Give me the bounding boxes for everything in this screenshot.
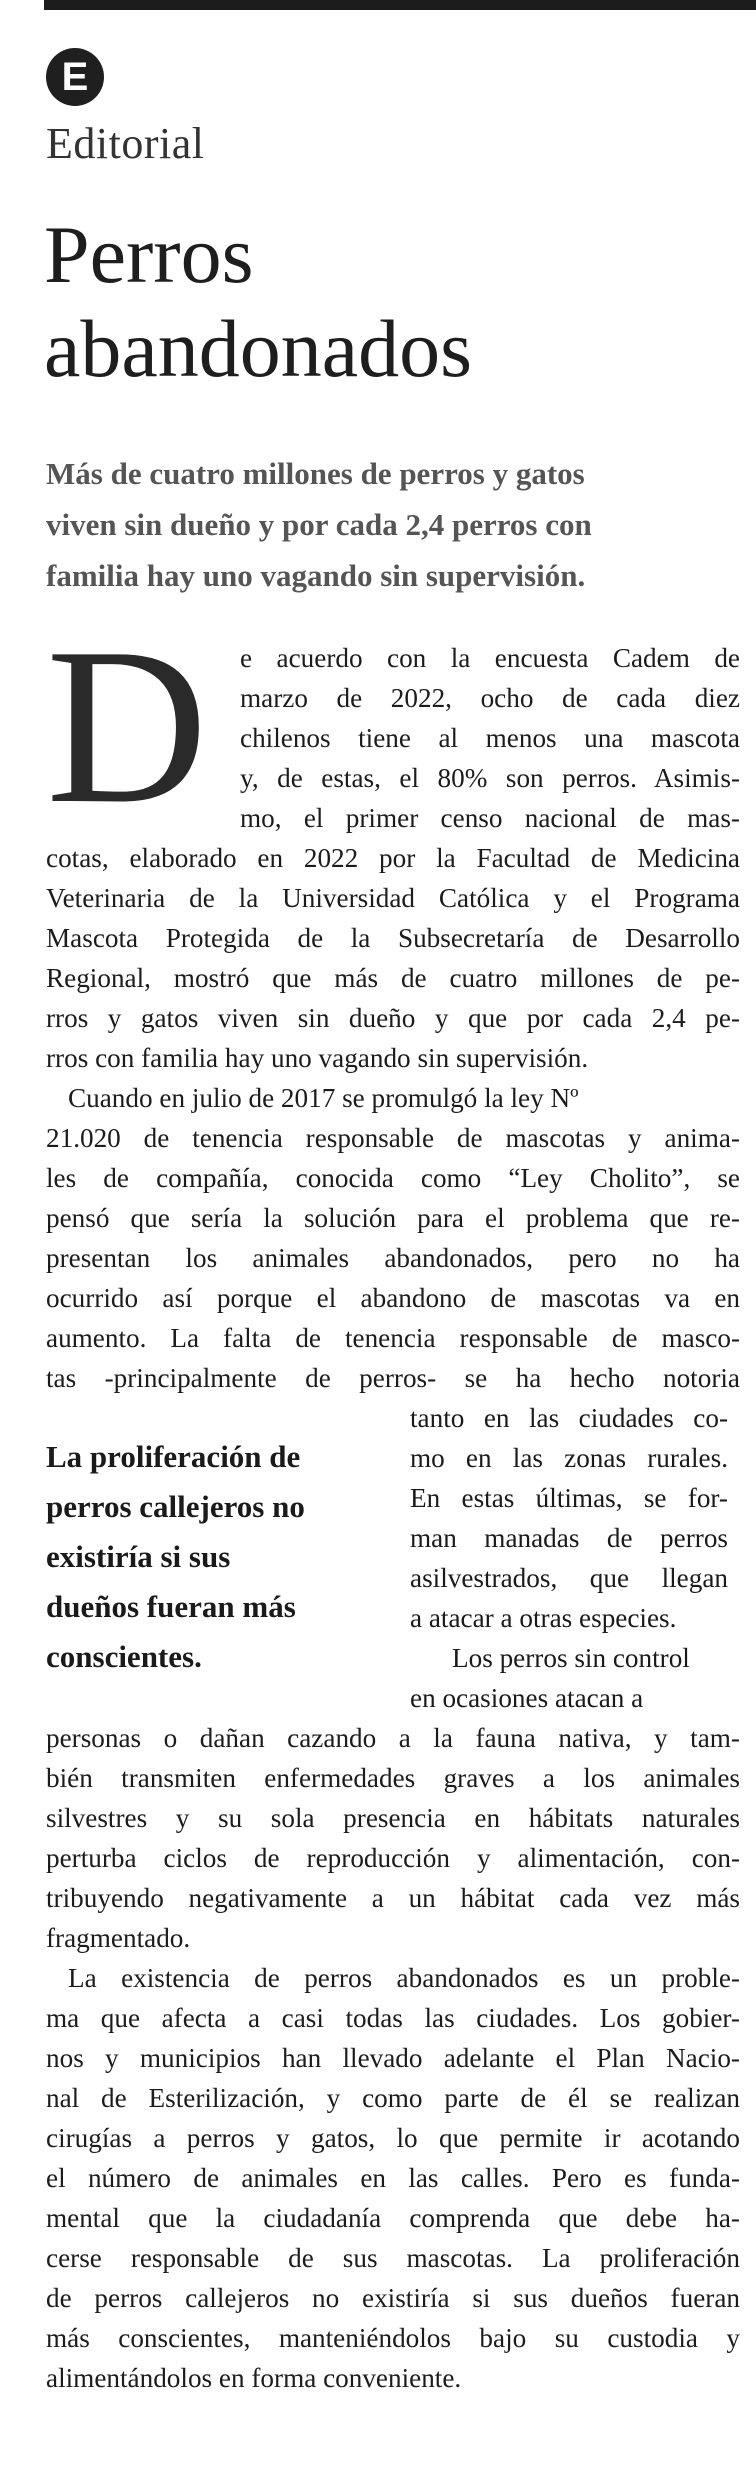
text-line: aumento. La falta de tenencia responsable de masco- bbox=[46, 1323, 740, 1353]
top-rule bbox=[44, 0, 756, 10]
paragraph-3 bbox=[46, 1718, 740, 1958]
text-line: Cuando en julio de 2017 se promulgó la ley Nº bbox=[68, 1083, 579, 1113]
dropcap-lines bbox=[240, 638, 740, 838]
text-line: les de compañía, conocida como “Ley Cholito”, se bbox=[46, 1163, 740, 1193]
text-line: chilenos tiene al menos una mascota bbox=[240, 723, 740, 753]
text-line: personas o dañan cazando a la fauna nativa, y tam- bbox=[46, 1723, 740, 1753]
text-line: nos y municipios han llevado adelante el Plan Nacio- bbox=[46, 2043, 740, 2073]
text-line: mo, el primer censo nacional de mas- bbox=[240, 803, 740, 833]
text-line: de perros callejeros no existiría si sus dueños fueran bbox=[46, 2283, 740, 2313]
text-line: Los perros sin control bbox=[452, 1643, 690, 1673]
text-line: Veterinaria de la Universidad Católica y el Programa bbox=[46, 883, 740, 913]
text-line: pensó que sería la solución para el problema que re- bbox=[46, 1203, 740, 1233]
text-line: perturba ciclos de reproducción y alimentación, con- bbox=[46, 1843, 740, 1873]
lead-paragraph bbox=[46, 448, 716, 601]
text-line: Mascota Protegida de la Subsecretaría de Desarrollo bbox=[46, 923, 740, 953]
headline-line: abandonados bbox=[44, 303, 473, 394]
text-line: La existencia de perros abandonados es un proble- bbox=[68, 1963, 740, 1993]
section-label: Editorial bbox=[46, 119, 205, 168]
lead-line: viven sin dueño y por cada 2,4 perros con bbox=[46, 507, 592, 542]
text-line: fragmentado. bbox=[46, 1923, 191, 1953]
text-line: asilvestrados, que llegan bbox=[410, 1563, 728, 1593]
text-line: cirugías a perros y gatos, lo que permite ir acotando bbox=[46, 2123, 740, 2153]
text-line: mo en las zonas rurales. bbox=[410, 1443, 728, 1473]
lead-line: familia hay uno vagando sin supervisión. bbox=[46, 558, 586, 593]
text-line: tanto en las ciudades co- bbox=[410, 1403, 728, 1433]
text-line: En estas últimas, se for- bbox=[410, 1483, 728, 1513]
text-line: 21.020 de tenencia responsable de mascotas y anima- bbox=[46, 1123, 740, 1153]
text-line: bién transmiten enfermedades graves a los animales bbox=[46, 1763, 740, 1793]
text-line: tas -principalmente de perros- se ha hecho notoria bbox=[46, 1363, 740, 1393]
text-line: en ocasiones atacan a bbox=[410, 1683, 644, 1713]
text-line: marzo de 2022, ocho de cada diez bbox=[240, 683, 740, 713]
text-line: más conscientes, manteniéndolos bajo su custodia y bbox=[46, 2323, 740, 2353]
headline-line: Perros bbox=[44, 209, 254, 300]
text-line: man manadas de perros bbox=[410, 1523, 728, 1553]
pull-quote-line: La proliferación de bbox=[46, 1439, 301, 1474]
text-line: el número de animales en las calles. Pero es funda- bbox=[46, 2163, 740, 2193]
text-line: rros con familia hay uno vagando sin supervisión. bbox=[46, 1043, 589, 1073]
drop-cap: D bbox=[46, 602, 204, 850]
text-line: e acuerdo con la encuesta Cadem de bbox=[240, 643, 740, 673]
paragraph-1 bbox=[46, 602, 740, 850]
text-line: y, de estas, el 80% son perros. Asimis- bbox=[240, 763, 740, 793]
text-line: nal de Esterilización, y como parte de él se realizan bbox=[46, 2083, 740, 2113]
text-line: cotas, elaborado en 2022 por la Facultad de Medicina bbox=[46, 843, 740, 873]
text-line: ocurrido así porque el abandono de mascotas va en bbox=[46, 1283, 740, 1313]
text-line: rros y gatos viven sin dueño y que por cada 2,4 pe- bbox=[46, 1003, 740, 1033]
pull-quote-line: dueños fueran más bbox=[46, 1589, 296, 1624]
pull-quote bbox=[46, 1432, 426, 1682]
text-line: tribuyendo negativamente a un hábitat cada vez más bbox=[46, 1883, 740, 1913]
text-line: Regional, mostró que más de cuatro millones de pe- bbox=[46, 963, 740, 993]
text-line: a atacar a otras especies. bbox=[410, 1603, 677, 1633]
section-badge: E bbox=[46, 48, 104, 106]
lead-line: Más de cuatro millones de perros y gatos bbox=[46, 456, 585, 491]
pull-quote-line: existiría si sus bbox=[46, 1539, 231, 1574]
text-line: ma que afecta a casi todas las ciudades. Los gobier- bbox=[46, 2003, 740, 2033]
text-line: presentan los animales abandonados, pero no ha bbox=[46, 1243, 740, 1273]
headline bbox=[44, 208, 704, 396]
text-line: cerse responsable de sus mascotas. La proliferación bbox=[46, 2243, 740, 2273]
pull-quote-line: perros callejeros no bbox=[46, 1489, 305, 1524]
text-line: silvestres y su sola presencia en hábitats naturales bbox=[46, 1803, 740, 1833]
pull-quote-line: conscientes. bbox=[46, 1639, 202, 1674]
text-line: mental que la ciudadanía comprenda que debe ha- bbox=[46, 2203, 740, 2233]
text-line: alimentándolos en forma conveniente. bbox=[46, 2363, 462, 2393]
paragraph-4 bbox=[46, 1958, 740, 2398]
paragraph-1-cont bbox=[46, 838, 740, 1078]
paragraph-2 bbox=[46, 1078, 740, 1398]
narrow-column bbox=[410, 1398, 728, 1718]
